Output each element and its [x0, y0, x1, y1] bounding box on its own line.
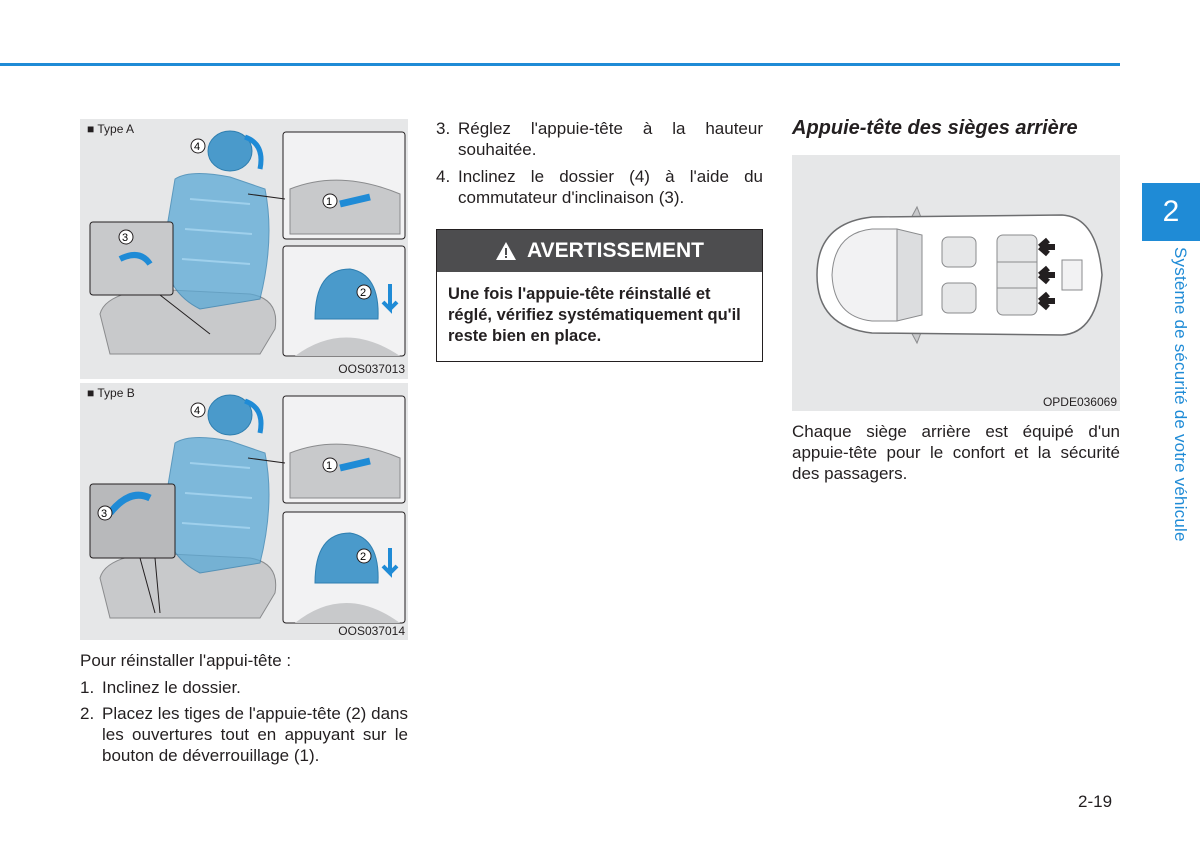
- step-number: 4.: [436, 167, 451, 186]
- step-text: Placez les tiges de l'appuie-tête (2) dans les ouvertures tout en appuyant sur le bouton de déverrouillage (1).: [102, 704, 408, 765]
- callout-3: 3: [101, 508, 108, 520]
- figure-code: OPDE036069: [1042, 395, 1117, 409]
- rear-headrest-description: Chaque siège arrière est équipé d'un appuie-tête pour le confort et la sécurité des passagers.: [792, 422, 1120, 483]
- page-number: 2-19: [1078, 792, 1113, 811]
- step-text: Inclinez le dossier (4) à l'aide du commutateur d'inclinaison (3).: [458, 167, 763, 207]
- header-rule: [0, 63, 1120, 66]
- figure-type-label: ■ Type B: [87, 386, 135, 400]
- list-item: [436, 118, 763, 160]
- callout-2: 2: [360, 287, 367, 299]
- car-top-view-illustration: [792, 155, 1120, 395]
- callout-2: 2: [360, 551, 367, 563]
- figure-rear-headrests: [792, 155, 1120, 411]
- figure-type-b: [80, 383, 408, 640]
- chapter-number-tab: 2: [1142, 183, 1200, 241]
- figure-code: OOS037014: [338, 624, 405, 638]
- figure-code: OOS037013: [338, 362, 405, 376]
- callout-1: 1: [326, 460, 333, 472]
- step-number: 1.: [80, 678, 95, 697]
- warning-box: [436, 229, 763, 362]
- list-item: [436, 166, 763, 208]
- step-text: Réglez l'appuie-tête à la hauteur souhaitée.: [458, 119, 763, 159]
- section-heading: Appuie-tête des sièges arrière: [792, 117, 1078, 139]
- callout-4: 4: [194, 405, 201, 417]
- callout-1: 1: [326, 196, 333, 208]
- chapter-title: Système de sécurité de votre véhicule: [1171, 247, 1190, 542]
- callout-3: 3: [122, 232, 129, 244]
- list-item: [80, 703, 408, 766]
- list-item: [80, 677, 408, 698]
- warning-title: AVERTISSEMENT: [527, 239, 704, 262]
- step-number: 2.: [80, 704, 95, 723]
- warning-header: [437, 230, 762, 272]
- seat-type-b-illustration: [80, 383, 408, 625]
- step-number: 3.: [436, 119, 451, 138]
- seat-type-a-illustration: [80, 119, 408, 364]
- figure-type-a: [80, 119, 408, 379]
- warning-text: Une fois l'appuie-tête réinstallé et réglé, vérifiez systématiquement qu'il reste bien en place.: [448, 285, 741, 345]
- reinstall-intro: Pour réinstaller l'appui-tête :: [80, 651, 292, 670]
- warning-triangle-icon: [495, 241, 517, 261]
- figure-type-label: ■ Type A: [87, 122, 135, 136]
- step-text: Inclinez le dossier.: [102, 678, 241, 697]
- callout-4: 4: [194, 141, 201, 153]
